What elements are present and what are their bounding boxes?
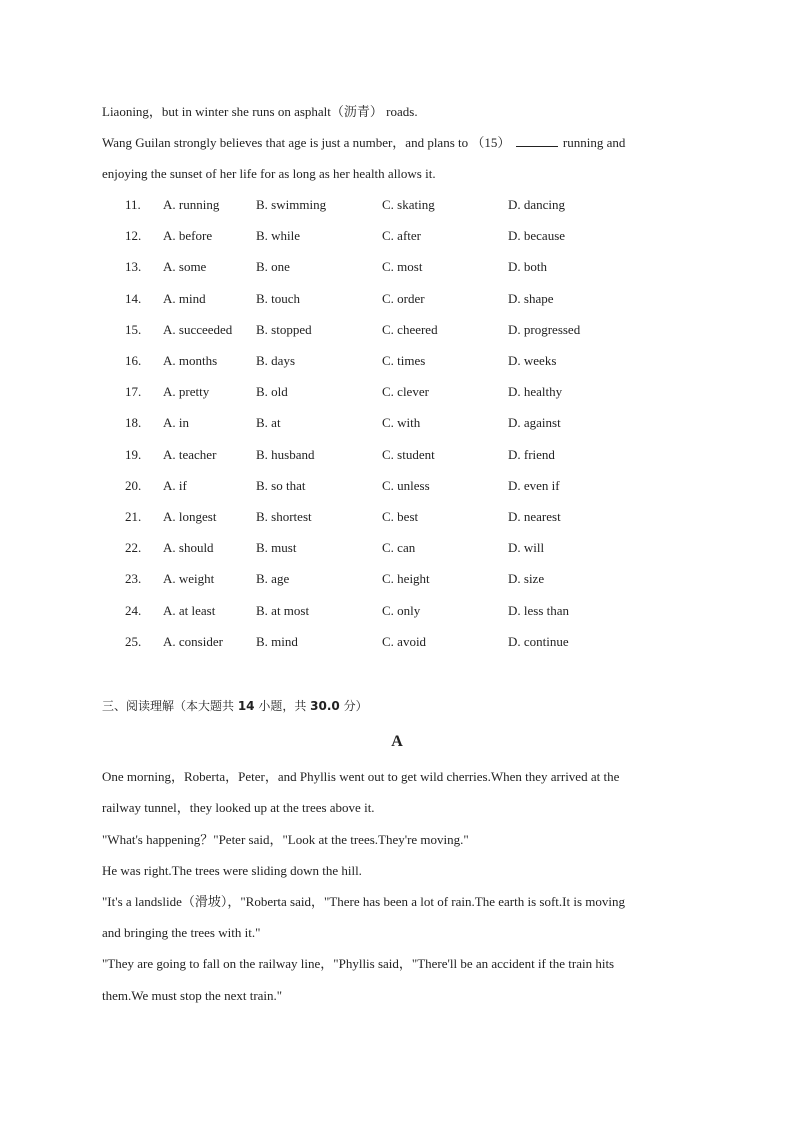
option-d: D. continue — [508, 633, 569, 649]
passage-line: railway tunnel，they looked up at the trees above it. — [102, 800, 375, 815]
option-c: C. can — [382, 540, 416, 556]
answer-blank — [516, 135, 558, 147]
option-c: C. only — [382, 602, 421, 618]
intro-line: Liaoning，but in winter she runs on asphalt（沥青） roads. — [102, 104, 418, 119]
option-a: A. some — [163, 259, 207, 275]
option-d: D. because — [508, 228, 566, 244]
question-number: 19. — [125, 446, 142, 462]
option-d: D. weeks — [508, 353, 557, 368]
option-c: C. cheered — [382, 321, 438, 337]
question-row — [0, 603, 794, 619]
option-b: B. shortest — [256, 509, 312, 524]
option-c: C. student — [382, 446, 435, 462]
option-a: A. months — [163, 353, 218, 368]
question-number: 24. — [125, 602, 142, 618]
question-number: 11. — [125, 197, 141, 212]
option-d: D. dancing — [508, 197, 566, 212]
option-d: D. healthy — [508, 384, 563, 400]
question-row — [0, 540, 794, 556]
option-d: D. nearest — [508, 509, 561, 524]
question-number: 13. — [125, 259, 142, 275]
option-a: A. pretty — [163, 384, 210, 400]
option-a: A. mind — [163, 290, 206, 306]
option-c: C. best — [382, 509, 419, 524]
option-c: C. skating — [382, 197, 435, 212]
passage-line: He was right.The trees were sliding down the hill. — [102, 863, 362, 878]
section-heading — [102, 697, 368, 714]
passage-line: "It's a landslide（滑坡），"Roberta said，"There has been a lot of rain.The earth is soft.It is moving — [102, 894, 625, 909]
option-a: A. in — [163, 415, 189, 431]
option-d: D. friend — [508, 446, 555, 462]
option-c: C. most — [382, 259, 423, 275]
option-b: B. at most — [256, 602, 310, 618]
option-a: A. if — [163, 477, 187, 493]
question-number: 23. — [125, 571, 142, 587]
question-row — [0, 634, 794, 650]
section-score: 30.0 — [310, 699, 340, 713]
option-c: C. with — [382, 415, 421, 431]
question-row — [0, 447, 794, 463]
section-heading-middle: 小题，共 — [254, 699, 311, 713]
option-c: C. height — [382, 571, 430, 587]
passage-line: One morning，Roberta，Peter，and Phyllis went out to get wild cherries.When they arrived at the — [102, 769, 620, 784]
option-a: A. running — [163, 197, 220, 212]
section-heading-suffix: 分） — [339, 699, 368, 713]
passage-line: them.We must stop the next train." — [102, 988, 283, 1003]
option-b: B. husband — [256, 446, 315, 462]
option-b: B. one — [256, 259, 290, 275]
question-number: 17. — [125, 384, 142, 400]
passage-line: "What's happening？"Peter said，"Look at the trees.They're moving." — [102, 832, 469, 847]
question-row — [0, 228, 794, 244]
option-d: D. progressed — [508, 321, 581, 337]
option-b: B. at — [256, 415, 281, 431]
option-a: A. at least — [163, 602, 216, 618]
option-a: A. before — [163, 228, 213, 244]
question-row — [0, 509, 794, 525]
question-row — [0, 322, 794, 338]
question-row — [0, 197, 794, 213]
passage-line: and bringing the trees with it." — [102, 925, 261, 940]
question-row — [0, 353, 794, 369]
option-b: B. must — [256, 540, 297, 556]
option-c: C. avoid — [382, 633, 427, 649]
question-number: 20. — [125, 477, 142, 493]
question-number: 21. — [125, 509, 142, 524]
option-b: B. days — [256, 353, 295, 368]
option-b: B. touch — [256, 290, 301, 306]
option-d: D. both — [508, 259, 547, 275]
option-b: B. age — [256, 571, 290, 587]
intro-line-tail: running and — [562, 135, 626, 150]
option-c: C. after — [382, 228, 421, 244]
option-a: A. should — [163, 540, 214, 556]
question-row — [0, 415, 794, 431]
option-a: A. succeeded — [163, 321, 233, 337]
option-a: A. weight — [163, 571, 215, 587]
option-d: D. size — [508, 571, 545, 587]
option-d: D. will — [508, 540, 545, 556]
question-row — [0, 478, 794, 494]
question-row — [0, 571, 794, 587]
option-d: D. less than — [508, 602, 570, 618]
option-b: B. while — [256, 228, 301, 244]
passage-line: "They are going to fall on the railway line，"Phyllis said，"There'll be an accident if the train hits — [102, 956, 615, 971]
option-a: A. teacher — [163, 446, 217, 462]
question-number: 18. — [125, 415, 142, 431]
section-question-count: 14 — [237, 699, 255, 713]
option-c: C. unless — [382, 477, 430, 493]
option-b: B. old — [256, 384, 288, 400]
option-b: B. swimming — [256, 197, 327, 212]
question-number: 25. — [125, 633, 142, 649]
intro-line-with-blank — [102, 135, 625, 151]
question-row — [0, 384, 794, 400]
option-a: A. longest — [163, 509, 217, 524]
question-number: 14. — [125, 290, 142, 306]
question-row — [0, 259, 794, 275]
option-b: B. so that — [256, 477, 306, 493]
question-number: 16. — [125, 353, 142, 368]
question-row — [0, 291, 794, 307]
option-d: D. shape — [508, 290, 554, 306]
option-d: D. against — [508, 415, 561, 431]
question-number: 12. — [125, 228, 142, 244]
passage-title: A — [391, 733, 403, 750]
option-b: B. stopped — [256, 321, 312, 337]
question-number: 22. — [125, 540, 142, 556]
option-c: C. times — [382, 353, 426, 368]
option-b: B. mind — [256, 633, 298, 649]
intro-line: enjoying the sunset of her life for as long as her health allows it. — [102, 166, 436, 181]
section-heading-prefix: 三、阅读理解（本大题共 — [102, 699, 238, 713]
intro-line-text: Wang Guilan strongly believes that age is just a number，and plans to （15） — [102, 135, 511, 150]
question-number: 15. — [125, 321, 142, 337]
option-d: D. even if — [508, 477, 560, 493]
option-c: C. order — [382, 290, 425, 306]
option-c: C. clever — [382, 384, 429, 400]
option-a: A. consider — [163, 633, 223, 649]
